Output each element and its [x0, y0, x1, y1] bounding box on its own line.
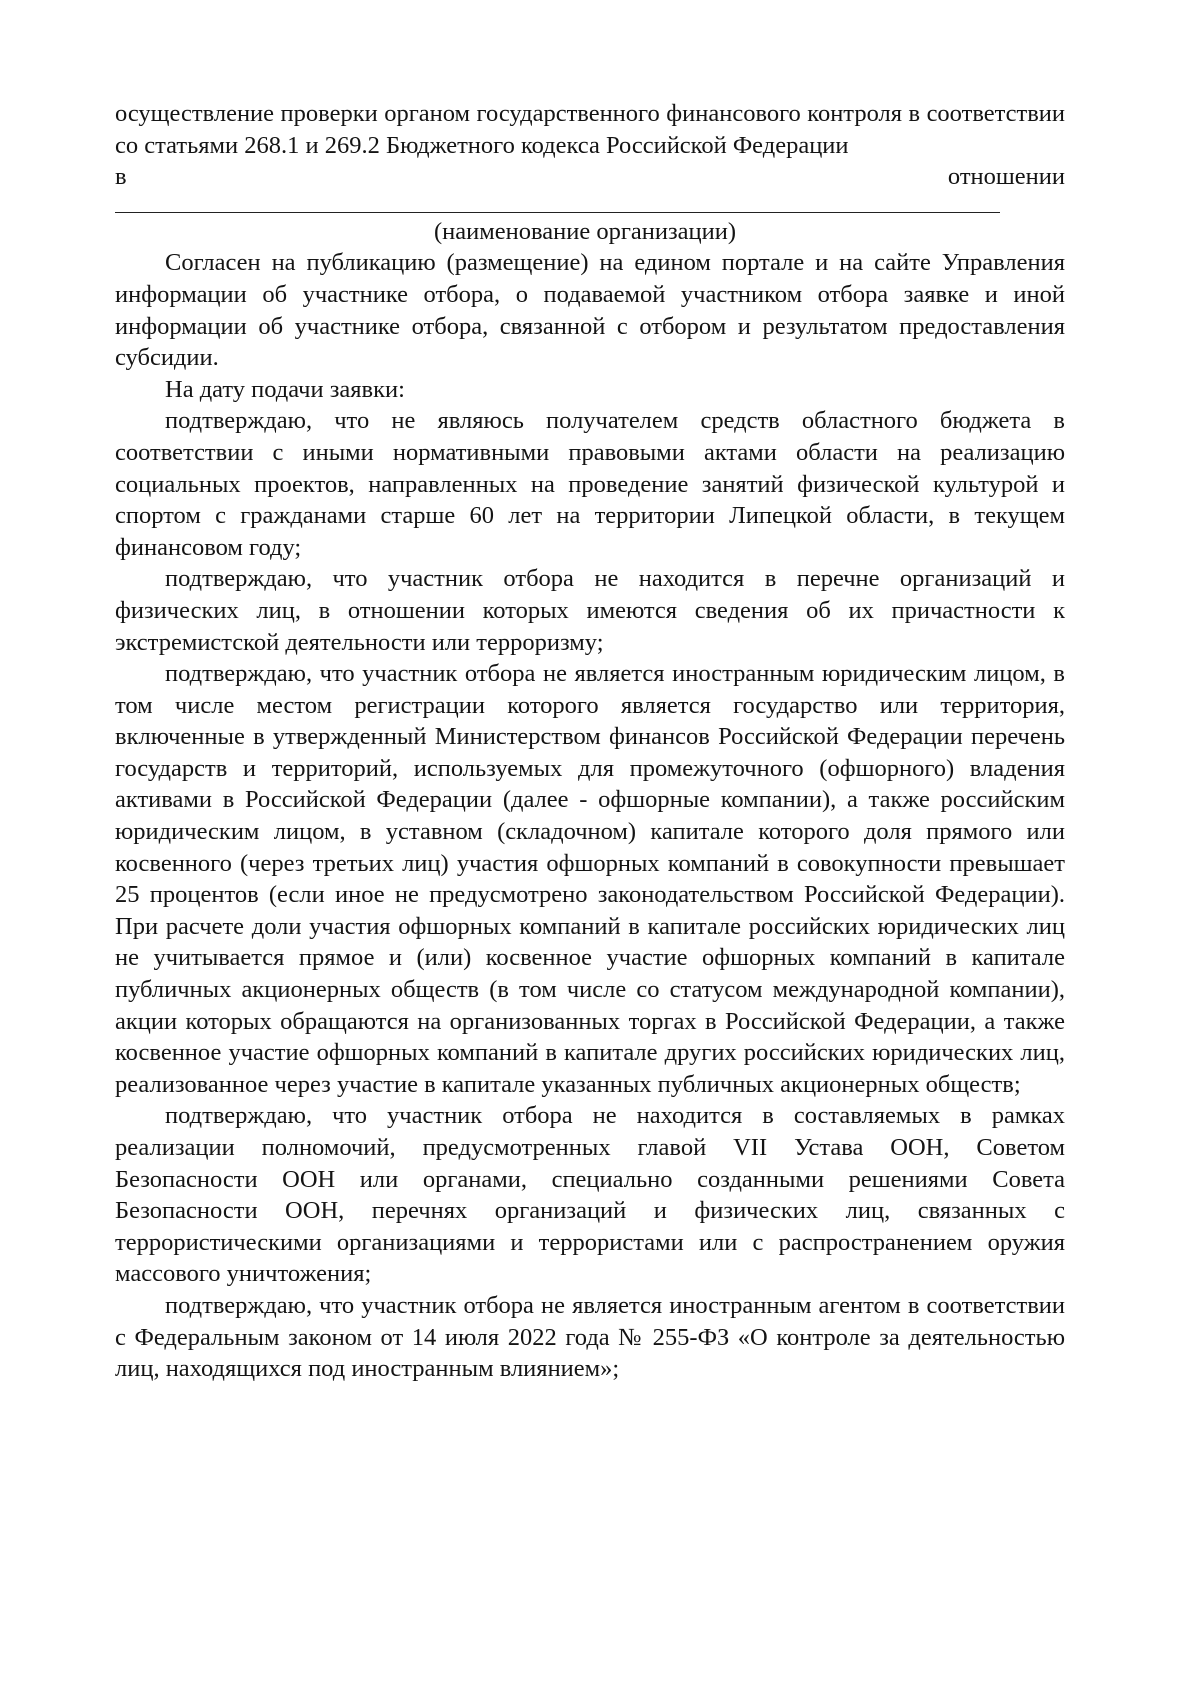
confirmation-not-foreign-agent: подтверждаю, что участник отбора не является иностранным агентом в соответствии с Федеральным законом от 14 июля 2022 года № 255-ФЗ «О контроле за деятельностью лиц, находящихся под иностранным влиянием»; — [115, 1291, 1065, 1383]
intro-text: осуществление проверки органом государственного финансового контроля в соответствии со статьями 268.1 и 269.2 Бюджетного кодекса Российской Федерации — [115, 100, 1065, 159]
confirmation-not-extremist-list: подтверждаю, что участник отбора не находится в перечне организаций и физических лиц, в отношении которых имеются сведения об их причастности к экстремистской деятельности или терроризму; — [115, 565, 1065, 656]
intro-word-v: в — [115, 163, 127, 191]
confirmation-not-foreign-offshore: подтверждаю, что участник отбора не является иностранным юридическим лицом, в том числе местом регистрации которого является государство или территория, включенные в утвержденный Министерством финансов Российской Федерации перечень государств и территорий, используемых для промежуточного (офшорного) владения активами в Российской Федерации (далее - офшорные компании), а также российским юридическим лицом, в уставном (складочном) капитале которого доля прямого или косвенного (через третьих лиц) участия офшорных компаний в совокупности превышает 25 процентов (если иное не предусмотрено законодательством Российской Федерации). При расчете доли участия офшорных компаний в капитале российских юридических лиц не учитывается прямое и (или) косвенное участие офшорных компаний в капитале публичных акционерных обществ (в том числе со статусом международной компании), акции которых обращаются на организованных торгах в Российской Федерации, а также косвенное участие офшорных компаний в капитале других российских юридических лиц, реализованное через участие в капитале указанных публичных акционерных обществ; — [115, 660, 1065, 1098]
confirmation-not-budget-recipient: подтверждаю, что не являюсь получателем средств областного бюджета в соответствии с иными нормативными правовыми актами области на реализацию социальных проектов, направленных на проведение занятий физической культурой и спортом с гражданами старше 60 лет на территории Липецкой области, в текущем финансовом году; — [115, 407, 1065, 561]
consent-paragraph: Согласен на публикацию (размещение) на едином портале и на сайте Управления информации об участнике отбора, о подаваемой участником отбора заявке и иной информации об участнике отбора, связанной с отбором и результатом предоставления субсидии. — [115, 249, 1065, 372]
document-page — [115, 98, 1065, 1385]
date-heading: На дату подачи заявки: — [165, 375, 405, 403]
intro-word-otnoshenii: отношении — [947, 163, 1065, 191]
organization-name-caption: (наименование организации) — [433, 217, 737, 245]
organization-name-blank-line — [115, 212, 1000, 213]
intro-continuation-line — [115, 161, 1065, 193]
confirmation-not-un-sanctions-list: подтверждаю, что участник отбора не находится в составляемых в рамках реализации полномочий, предусмотренных главой VII Устава ООН, Советом Безопасности ООН или органами, специально созданными решениями Совета Безопасности ООН, перечнях организаций и физических лиц, связанных с террористическими организациями и террористами или с распространением оружия массового уничтожения; — [115, 1102, 1065, 1288]
